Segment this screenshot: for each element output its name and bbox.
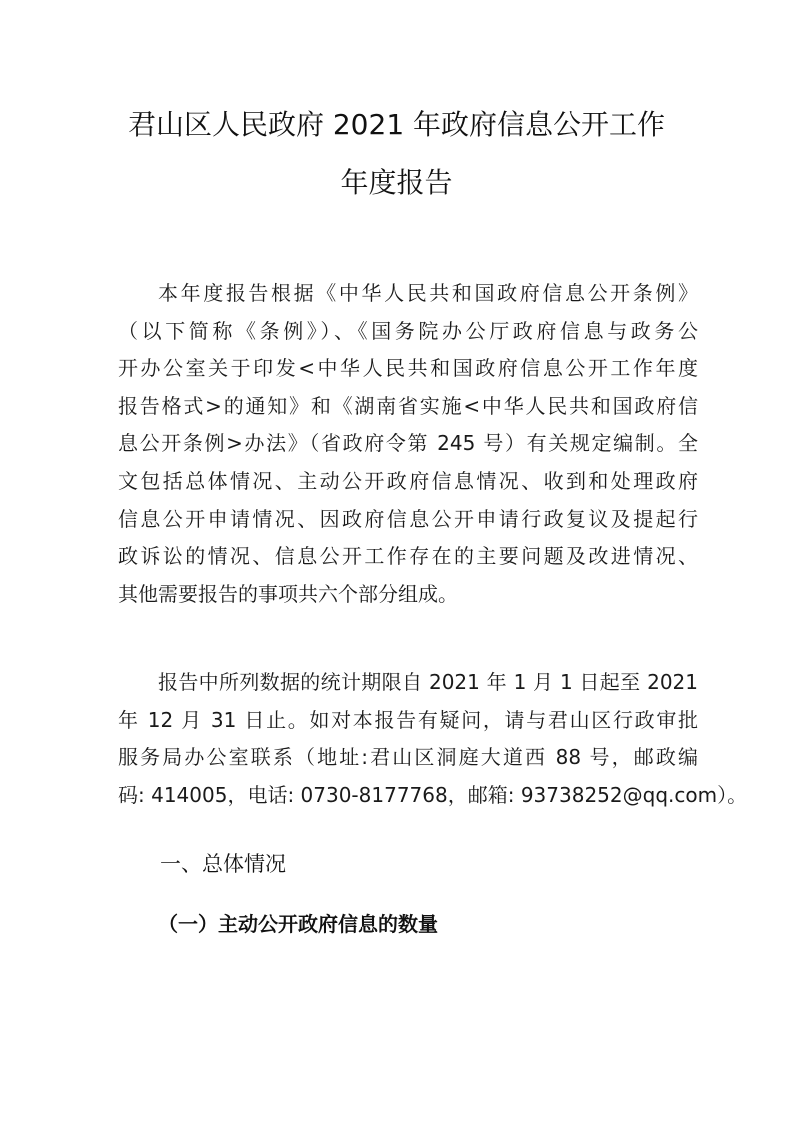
intro-line-8: 政诉讼的情况、信息公开工作存在的主要问题及改进情况、 (118, 544, 698, 569)
intro-line-2: （以下简称《条例》）、《国务院办公厅政府信息与政务公 (118, 318, 698, 343)
intro-line-1: 本年度报告根据《中华人民共和国政府信息公开条例》 (158, 281, 698, 305)
report-title-line-2: 年度报告 (340, 166, 453, 199)
subsection-heading-proactive-disclosure: （一）主动公开政府信息的数量 (158, 912, 438, 936)
section-heading-overview: 一、总体情况 (160, 852, 286, 876)
period-line-2: 年 12 月 31 日止。如对本报告有疑问，请与君山区行政审批 (118, 707, 698, 732)
intro-line-7: 信息公开申请情况、因政府信息公开申请行政复议及提起行 (118, 506, 698, 531)
statistics-period-paragraph (118, 664, 748, 814)
intro-line-6: 文包括总体情况、主动公开政府信息情况、收到和处理政府 (118, 468, 698, 493)
intro-line-5: 息公开条例>办法》（省政府令第 245 号）有关规定编制。全 (118, 431, 698, 456)
period-line-3: 服务局办公室联系（地址:君山区洞庭大道西 88 号，邮政编 (118, 745, 698, 770)
report-title-line-1: 君山区人民政府 2021 年政府信息公开工作 (127, 108, 666, 141)
period-line-4: 码: 414005，电话: 0730-8177768，邮箱: 93738252@qq.com）。 (118, 782, 748, 807)
period-line-1: 报告中所列数据的统计期限自 2021 年 1 月 1 日起至 2021 (158, 670, 698, 694)
intro-line-9: 其他需要报告的事项共六个部分组成。 (118, 581, 458, 606)
intro-line-4: 报告格式>的通知》和《湖南省实施<中华人民共和国政府信 (118, 393, 698, 418)
intro-paragraph (118, 275, 698, 613)
intro-line-3: 开办公室关于印发<中华人民共和国政府信息公开工作年度 (118, 356, 698, 381)
